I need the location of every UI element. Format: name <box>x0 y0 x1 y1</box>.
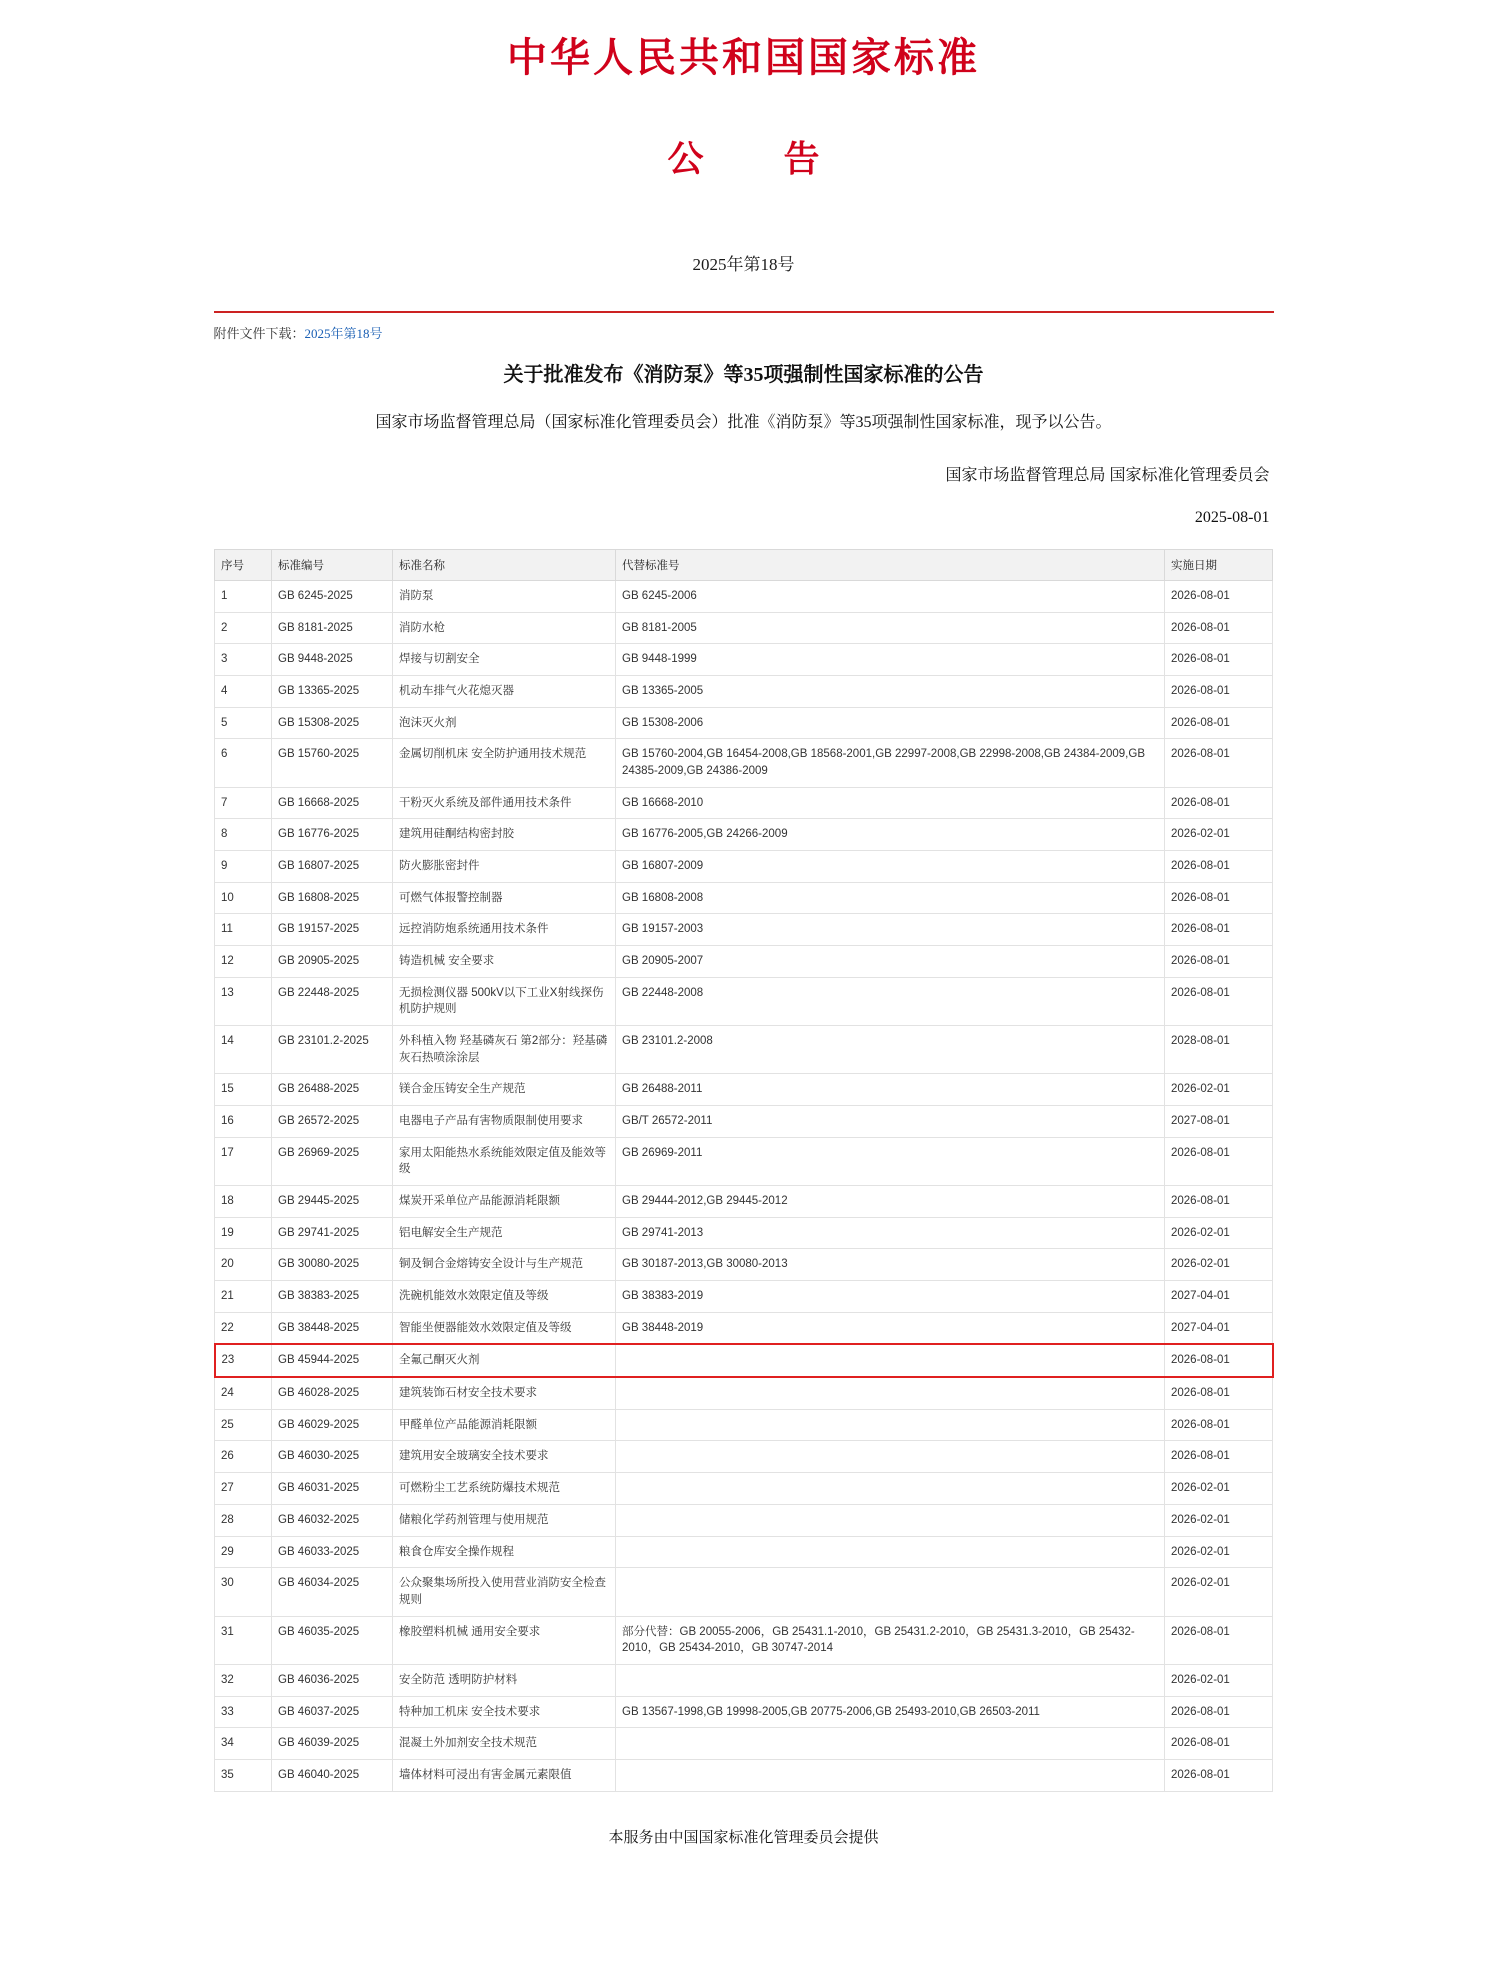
announcement-date: 2025-08-01 <box>1194 509 1270 526</box>
table-row <box>215 1281 1273 1313</box>
table-cell-name: 甲醛单位产品能源消耗限额 <box>393 1409 616 1441</box>
table-cell-date: 2026-08-01 <box>1165 1616 1273 1664</box>
table-cell-code: GB 46039-2025 <box>272 1728 393 1760</box>
table-cell-name: 泡沫灭火剂 <box>393 707 616 739</box>
table-row <box>215 1568 1273 1616</box>
table-cell-date: 2026-08-01 <box>1165 914 1273 946</box>
table-cell-name: 消防泵 <box>393 581 616 613</box>
table-cell-date: 2026-08-01 <box>1165 1728 1273 1760</box>
table-row <box>215 946 1273 978</box>
table-cell-seq: 8 <box>215 819 272 851</box>
table-cell-name: 焊接与切割安全 <box>393 644 616 676</box>
announcement-body: 国家市场监督管理总局（国家标准化管理委员会）批准《消防泵》等35项强制性国家标准，现予以公告。 <box>375 414 1112 431</box>
table-cell-code: GB 8181-2025 <box>272 612 393 644</box>
table-cell-seq: 25 <box>215 1409 272 1441</box>
table-cell-date: 2026-02-01 <box>1165 1217 1273 1249</box>
table-cell-replace: GB 15760-2004,GB 16454-2008,GB 18568-2001,GB 22997-2008,GB 22998-2008,GB 24384-2009,GB 24385-2009,GB 24386-2009 <box>616 739 1165 787</box>
table-cell-replace <box>616 1377 1165 1409</box>
table-cell-date: 2026-08-01 <box>1165 946 1273 978</box>
table-cell-date: 2028-08-01 <box>1165 1026 1273 1074</box>
table-cell-date: 2026-08-01 <box>1165 707 1273 739</box>
table-cell-code: GB 16807-2025 <box>272 851 393 883</box>
table-cell-replace <box>616 1504 1165 1536</box>
table-row <box>215 644 1273 676</box>
table-cell-name: 安全防范 透明防护材料 <box>393 1664 616 1696</box>
footer-note: 本服务由中国国家标准化管理委员会提供 <box>608 1829 879 1846</box>
table-cell-seq: 20 <box>215 1249 272 1281</box>
table-row <box>215 1759 1273 1791</box>
table-cell-seq: 6 <box>215 739 272 787</box>
table-cell-name: 镁合金压铸安全生产规范 <box>393 1074 616 1106</box>
table-cell-code: GB 15760-2025 <box>272 739 393 787</box>
table-cell-name: 墙体材料可浸出有害金属元素限值 <box>393 1759 616 1791</box>
table-cell-seq: 7 <box>215 787 272 819</box>
table-row <box>215 1344 1273 1377</box>
table-cell-date: 2026-08-01 <box>1165 612 1273 644</box>
table-cell-date: 2027-04-01 <box>1165 1281 1273 1313</box>
table-row <box>215 1106 1273 1138</box>
table-cell-name: 铜及铜合金熔铸安全设计与生产规范 <box>393 1249 616 1281</box>
announcement-number: 2025年第18号 <box>692 255 795 274</box>
table-cell-name: 铝电解安全生产规范 <box>393 1217 616 1249</box>
table-cell-name: 煤炭开采单位产品能源消耗限额 <box>393 1186 616 1218</box>
divider-rule <box>214 311 1274 313</box>
table-cell-name: 外科植入物 羟基磷灰石 第2部分：羟基磷灰石热喷涂涂层 <box>393 1026 616 1074</box>
table-cell-replace: GB/T 26572-2011 <box>616 1106 1165 1138</box>
table-row <box>215 612 1273 644</box>
table-row <box>215 882 1273 914</box>
table-cell-name: 电器电子产品有害物质限制使用要求 <box>393 1106 616 1138</box>
table-cell-code: GB 46029-2025 <box>272 1409 393 1441</box>
table-cell-replace: GB 6245-2006 <box>616 581 1165 613</box>
attachment-download-link[interactable]: 2025年第18号 <box>304 326 383 341</box>
announcement-title: 关于批准发布《消防泵》等35项强制性国家标准的公告 <box>503 364 984 386</box>
table-cell-date: 2026-02-01 <box>1165 1536 1273 1568</box>
table-cell-date: 2026-08-01 <box>1165 882 1273 914</box>
table-cell-code: GB 46035-2025 <box>272 1616 393 1664</box>
table-row <box>215 787 1273 819</box>
table-cell-date: 2026-08-01 <box>1165 1409 1273 1441</box>
table-cell-date: 2026-08-01 <box>1165 1137 1273 1185</box>
table-cell-seq: 22 <box>215 1312 272 1344</box>
table-cell-code: GB 29741-2025 <box>272 1217 393 1249</box>
table-cell-code: GB 9448-2025 <box>272 644 393 676</box>
table-row <box>215 851 1273 883</box>
table-cell-seq: 29 <box>215 1536 272 1568</box>
table-cell-code: GB 38448-2025 <box>272 1312 393 1344</box>
table-cell-seq: 4 <box>215 676 272 708</box>
column-header-name: 标准名称 <box>393 550 616 581</box>
table-cell-name: 铸造机械 安全要求 <box>393 946 616 978</box>
table-cell-replace: GB 30187-2013,GB 30080-2013 <box>616 1249 1165 1281</box>
table-row <box>215 1536 1273 1568</box>
table-row <box>215 1026 1273 1074</box>
table-cell-seq: 10 <box>215 882 272 914</box>
table-row <box>215 1409 1273 1441</box>
table-row <box>215 1441 1273 1473</box>
table-cell-code: GB 46040-2025 <box>272 1759 393 1791</box>
table-cell-name: 智能坐便器能效水效限定值及等级 <box>393 1312 616 1344</box>
table-body <box>215 581 1273 1792</box>
table-cell-replace: GB 29444-2012,GB 29445-2012 <box>616 1186 1165 1218</box>
table-cell-replace <box>616 1473 1165 1505</box>
column-header-date: 实施日期 <box>1165 550 1273 581</box>
table-cell-code: GB 13365-2025 <box>272 676 393 708</box>
table-cell-date: 2026-08-01 <box>1165 1696 1273 1728</box>
table-cell-seq: 15 <box>215 1074 272 1106</box>
table-row <box>215 1312 1273 1344</box>
table-row <box>215 977 1273 1025</box>
table-cell-seq: 23 <box>215 1344 272 1377</box>
table-cell-date: 2026-02-01 <box>1165 1664 1273 1696</box>
table-cell-replace: GB 19157-2003 <box>616 914 1165 946</box>
table-row <box>215 1616 1273 1664</box>
table-cell-date: 2026-08-01 <box>1165 787 1273 819</box>
table-cell-name: 全氟己酮灭火剂 <box>393 1344 616 1377</box>
table-cell-code: GB 46028-2025 <box>272 1377 393 1409</box>
table-cell-replace: GB 15308-2006 <box>616 707 1165 739</box>
table-cell-date: 2026-08-01 <box>1165 1344 1273 1377</box>
column-header-code: 标准编号 <box>272 550 393 581</box>
table-cell-code: GB 20905-2025 <box>272 946 393 978</box>
table-cell-seq: 18 <box>215 1186 272 1218</box>
table-cell-date: 2026-08-01 <box>1165 739 1273 787</box>
table-cell-code: GB 16668-2025 <box>272 787 393 819</box>
table-cell-seq: 14 <box>215 1026 272 1074</box>
table-cell-seq: 1 <box>215 581 272 613</box>
table-row <box>215 1504 1273 1536</box>
table-cell-code: GB 45944-2025 <box>272 1344 393 1377</box>
table-cell-code: GB 46032-2025 <box>272 1504 393 1536</box>
table-cell-replace: 部分代替：GB 20055-2006，GB 25431.1-2010，GB 25431.2-2010，GB 25431.3-2010，GB 25432-2010，GB 25434-2010，GB 30747-2014 <box>616 1616 1165 1664</box>
column-header-seq: 序号 <box>215 550 272 581</box>
table-cell-seq: 35 <box>215 1759 272 1791</box>
table-cell-seq: 19 <box>215 1217 272 1249</box>
table-cell-name: 机动车排气火花熄灭器 <box>393 676 616 708</box>
table-cell-replace: GB 22448-2008 <box>616 977 1165 1025</box>
table-cell-name: 混凝土外加剂安全技术规范 <box>393 1728 616 1760</box>
table-cell-replace: GB 16808-2008 <box>616 882 1165 914</box>
table-row <box>215 1696 1273 1728</box>
table-cell-date: 2026-08-01 <box>1165 1186 1273 1218</box>
table-cell-replace <box>616 1568 1165 1616</box>
table-cell-name: 公众聚集场所投入使用营业消防安全检查规则 <box>393 1568 616 1616</box>
table-cell-seq: 31 <box>215 1616 272 1664</box>
table-row <box>215 1473 1273 1505</box>
table-cell-code: GB 16776-2025 <box>272 819 393 851</box>
table-cell-date: 2026-08-01 <box>1165 581 1273 613</box>
table-cell-code: GB 23101.2-2025 <box>272 1026 393 1074</box>
table-cell-replace <box>616 1409 1165 1441</box>
table-cell-code: GB 30080-2025 <box>272 1249 393 1281</box>
table-cell-replace: GB 16807-2009 <box>616 851 1165 883</box>
table-cell-replace: GB 23101.2-2008 <box>616 1026 1165 1074</box>
table-header-row <box>215 550 1273 581</box>
table-cell-replace <box>616 1344 1165 1377</box>
table-cell-replace: GB 13567-1998,GB 19998-2005,GB 20775-2006,GB 25493-2010,GB 26503-2011 <box>616 1696 1165 1728</box>
table-row <box>215 1186 1273 1218</box>
table-cell-name: 建筑用硅酮结构密封胶 <box>393 819 616 851</box>
table-cell-date: 2026-02-01 <box>1165 1473 1273 1505</box>
table-cell-name: 洗碗机能效水效限定值及等级 <box>393 1281 616 1313</box>
table-cell-replace: GB 8181-2005 <box>616 612 1165 644</box>
table-cell-replace: GB 16668-2010 <box>616 787 1165 819</box>
table-cell-date: 2026-08-01 <box>1165 644 1273 676</box>
table-cell-date: 2026-08-01 <box>1165 1441 1273 1473</box>
attachment-row <box>214 323 1274 342</box>
table-cell-date: 2026-02-01 <box>1165 1074 1273 1106</box>
table-cell-replace: GB 38448-2019 <box>616 1312 1165 1344</box>
table-row <box>215 739 1273 787</box>
table-cell-seq: 27 <box>215 1473 272 1505</box>
announcement-signature: 国家市场监督管理总局 国家标准化管理委员会 <box>945 467 1270 484</box>
table-cell-replace: GB 20905-2007 <box>616 946 1165 978</box>
table-row <box>215 1074 1273 1106</box>
table-row <box>215 707 1273 739</box>
table-cell-seq: 32 <box>215 1664 272 1696</box>
table-cell-code: GB 15308-2025 <box>272 707 393 739</box>
table-cell-name: 远控消防炮系统通用技术条件 <box>393 914 616 946</box>
table-cell-code: GB 38383-2025 <box>272 1281 393 1313</box>
table-cell-name: 干粉灭火系统及部件通用技术条件 <box>393 787 616 819</box>
table-cell-code: GB 46030-2025 <box>272 1441 393 1473</box>
table-cell-replace: GB 38383-2019 <box>616 1281 1165 1313</box>
table-cell-date: 2027-04-01 <box>1165 1312 1273 1344</box>
table-cell-date: 2026-08-01 <box>1165 1377 1273 1409</box>
table-cell-name: 家用太阳能热水系统能效限定值及能效等级 <box>393 1137 616 1185</box>
table-cell-seq: 34 <box>215 1728 272 1760</box>
table-cell-name: 建筑用安全玻璃安全技术要求 <box>393 1441 616 1473</box>
attachment-label: 附件文件下载： <box>213 326 305 341</box>
table-cell-replace <box>616 1759 1165 1791</box>
table-cell-replace: GB 13365-2005 <box>616 676 1165 708</box>
table-cell-date: 2026-02-01 <box>1165 1249 1273 1281</box>
table-cell-name: 橡胶塑料机械 通用安全要求 <box>393 1616 616 1664</box>
table-cell-name: 金属切削机床 安全防护通用技术规范 <box>393 739 616 787</box>
page-title: 中华人民共和国国家标准 <box>507 35 980 80</box>
table-cell-code: GB 26488-2025 <box>272 1074 393 1106</box>
table-cell-seq: 28 <box>215 1504 272 1536</box>
table-cell-seq: 26 <box>215 1441 272 1473</box>
table-cell-code: GB 6245-2025 <box>272 581 393 613</box>
table-cell-replace <box>616 1664 1165 1696</box>
table-row <box>215 1664 1273 1696</box>
table-cell-replace <box>616 1441 1165 1473</box>
table-cell-replace: GB 26969-2011 <box>616 1137 1165 1185</box>
table-row <box>215 1377 1273 1409</box>
table-cell-seq: 16 <box>215 1106 272 1138</box>
table-cell-date: 2026-08-01 <box>1165 851 1273 883</box>
table-row <box>215 819 1273 851</box>
table-cell-date: 2026-08-01 <box>1165 977 1273 1025</box>
table-cell-date: 2026-02-01 <box>1165 819 1273 851</box>
table-cell-seq: 33 <box>215 1696 272 1728</box>
table-cell-date: 2026-02-01 <box>1165 1504 1273 1536</box>
table-cell-name: 防火膨胀密封件 <box>393 851 616 883</box>
table-cell-seq: 17 <box>215 1137 272 1185</box>
table-cell-name: 消防水枪 <box>393 612 616 644</box>
column-header-replace: 代替标准号 <box>616 550 1165 581</box>
table-cell-name: 建筑装饰石材安全技术要求 <box>393 1377 616 1409</box>
table-cell-seq: 24 <box>215 1377 272 1409</box>
table-row <box>215 1137 1273 1185</box>
table-cell-code: GB 29445-2025 <box>272 1186 393 1218</box>
table-row <box>215 581 1273 613</box>
table-cell-code: GB 22448-2025 <box>272 977 393 1025</box>
table-cell-seq: 3 <box>215 644 272 676</box>
table-cell-seq: 11 <box>215 914 272 946</box>
table-cell-date: 2026-08-01 <box>1165 1759 1273 1791</box>
table-row <box>215 1249 1273 1281</box>
table-row <box>215 676 1273 708</box>
table-cell-replace: GB 26488-2011 <box>616 1074 1165 1106</box>
table-cell-name: 粮食仓库安全操作规程 <box>393 1536 616 1568</box>
table-cell-code: GB 26969-2025 <box>272 1137 393 1185</box>
table-cell-seq: 2 <box>215 612 272 644</box>
table-cell-date: 2026-02-01 <box>1165 1568 1273 1616</box>
table-cell-code: GB 16808-2025 <box>272 882 393 914</box>
table-cell-code: GB 46031-2025 <box>272 1473 393 1505</box>
table-cell-seq: 5 <box>215 707 272 739</box>
table-cell-replace: GB 16776-2005,GB 24266-2009 <box>616 819 1165 851</box>
table-cell-code: GB 46034-2025 <box>272 1568 393 1616</box>
table-cell-name: 可燃粉尘工艺系统防爆技术规范 <box>393 1473 616 1505</box>
table-cell-replace: GB 9448-1999 <box>616 644 1165 676</box>
table-cell-seq: 12 <box>215 946 272 978</box>
table-cell-name: 无损检测仪器 500kV以下工业X射线探伤机防护规则 <box>393 977 616 1025</box>
table-cell-code: GB 46037-2025 <box>272 1696 393 1728</box>
table-cell-date: 2027-08-01 <box>1165 1106 1273 1138</box>
table-cell-seq: 30 <box>215 1568 272 1616</box>
standards-table <box>214 549 1274 1792</box>
page-subtitle: 公 告 <box>667 139 842 179</box>
table-row <box>215 1217 1273 1249</box>
table-cell-seq: 21 <box>215 1281 272 1313</box>
table-cell-name: 可燃气体报警控制器 <box>393 882 616 914</box>
table-row <box>215 914 1273 946</box>
table-cell-code: GB 19157-2025 <box>272 914 393 946</box>
table-cell-replace <box>616 1728 1165 1760</box>
table-cell-name: 特种加工机床 安全技术要求 <box>393 1696 616 1728</box>
table-cell-seq: 9 <box>215 851 272 883</box>
table-cell-code: GB 26572-2025 <box>272 1106 393 1138</box>
table-cell-name: 储粮化学药剂管理与使用规范 <box>393 1504 616 1536</box>
table-cell-date: 2026-08-01 <box>1165 676 1273 708</box>
table-cell-code: GB 46033-2025 <box>272 1536 393 1568</box>
table-cell-seq: 13 <box>215 977 272 1025</box>
table-cell-replace <box>616 1536 1165 1568</box>
table-row <box>215 1728 1273 1760</box>
table-cell-code: GB 46036-2025 <box>272 1664 393 1696</box>
table-cell-replace: GB 29741-2013 <box>616 1217 1165 1249</box>
